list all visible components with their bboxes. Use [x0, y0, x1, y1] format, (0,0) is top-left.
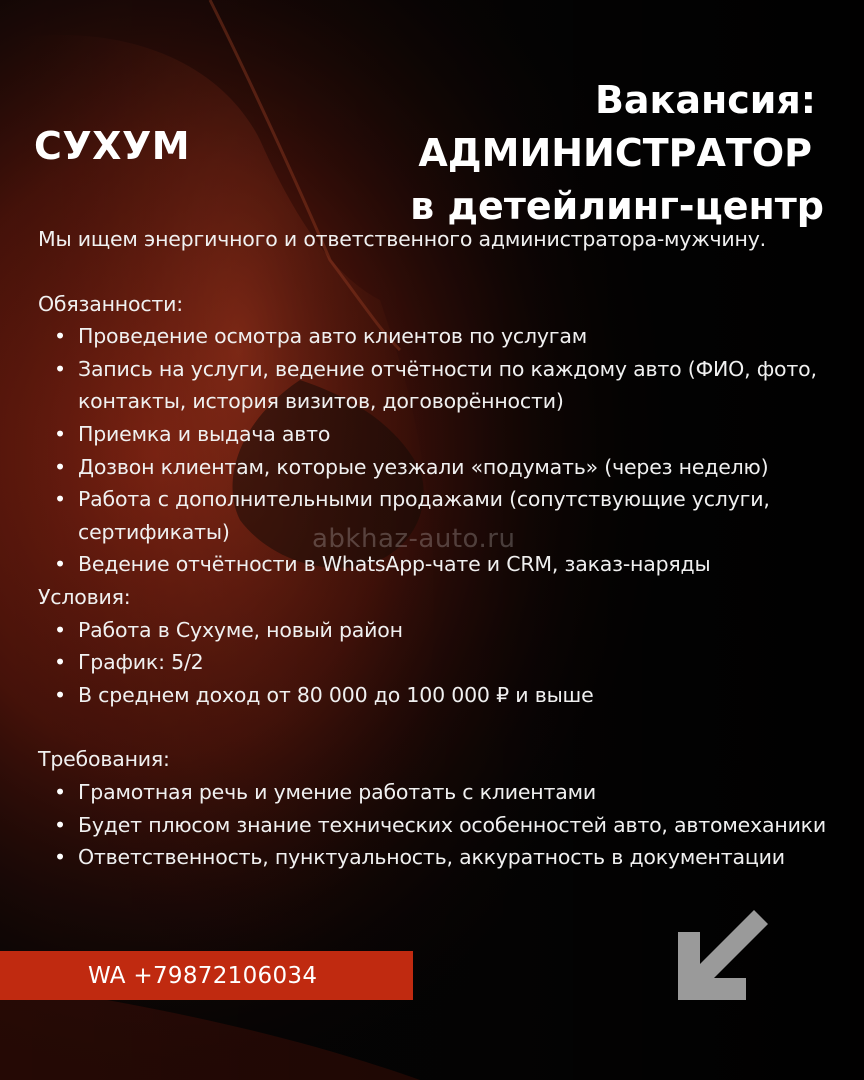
- list-item: • Приемка и выдача авто: [38, 418, 838, 451]
- title-line-vacancy: Вакансия:: [594, 78, 816, 122]
- contact-bar[interactable]: [0, 951, 413, 1000]
- requirements-heading: Требования:: [38, 747, 170, 772]
- list-item: • Работа с дополнительными продажами (сопутствующие услуги, сертификаты): [38, 483, 838, 548]
- list-item: • Ответственность, пунктуальность, аккуратность в документации: [38, 841, 838, 874]
- watermark: abkhaz-auto.ru: [312, 524, 516, 554]
- intro-text: Мы ищем энергичного и ответственного администратора-мужчину.: [38, 227, 766, 251]
- page-title: [304, 74, 824, 233]
- title-line-position: АДМИНИСТРАТОР: [418, 131, 812, 175]
- list-item: • График: 5/2: [38, 646, 838, 679]
- section-spacer: [38, 711, 838, 743]
- title-line-place: в детейлинг-центр: [410, 184, 824, 228]
- list-item: • Грамотная речь и умение работать с клиентами: [38, 776, 838, 809]
- list-item: • Работа в Сухуме, новый район: [38, 614, 838, 647]
- list-item: • Проведение осмотра авто клиентов по услугам: [38, 320, 838, 353]
- list-item: • Будет плюсом знание технических особенностей авто, автомеханики: [38, 809, 838, 842]
- list-item: • Дозвон клиентам, которые уезжали «подумать» (через неделю): [38, 451, 838, 484]
- list-item: • Ведение отчётности в WhatsApp-чате и CRM, заказ-наряды: [38, 548, 838, 581]
- arrow-down-left-icon: [678, 908, 770, 1000]
- requirements-list: [38, 776, 838, 874]
- list-item: • Запись на услуги, ведение отчётности по каждому авто (ФИО, фото, контакты, история визитов, договорённости): [38, 353, 838, 418]
- list-item: • В среднем доход от 80 000 до 100 000 ₽ и выше: [38, 679, 838, 712]
- conditions-list: [38, 614, 838, 712]
- conditions-heading: Условия:: [38, 584, 131, 609]
- duties-heading: Обязанности:: [38, 291, 183, 316]
- city-label: СУХУМ: [34, 124, 191, 168]
- whatsapp-contact[interactable]: WA +79872106034: [88, 962, 318, 989]
